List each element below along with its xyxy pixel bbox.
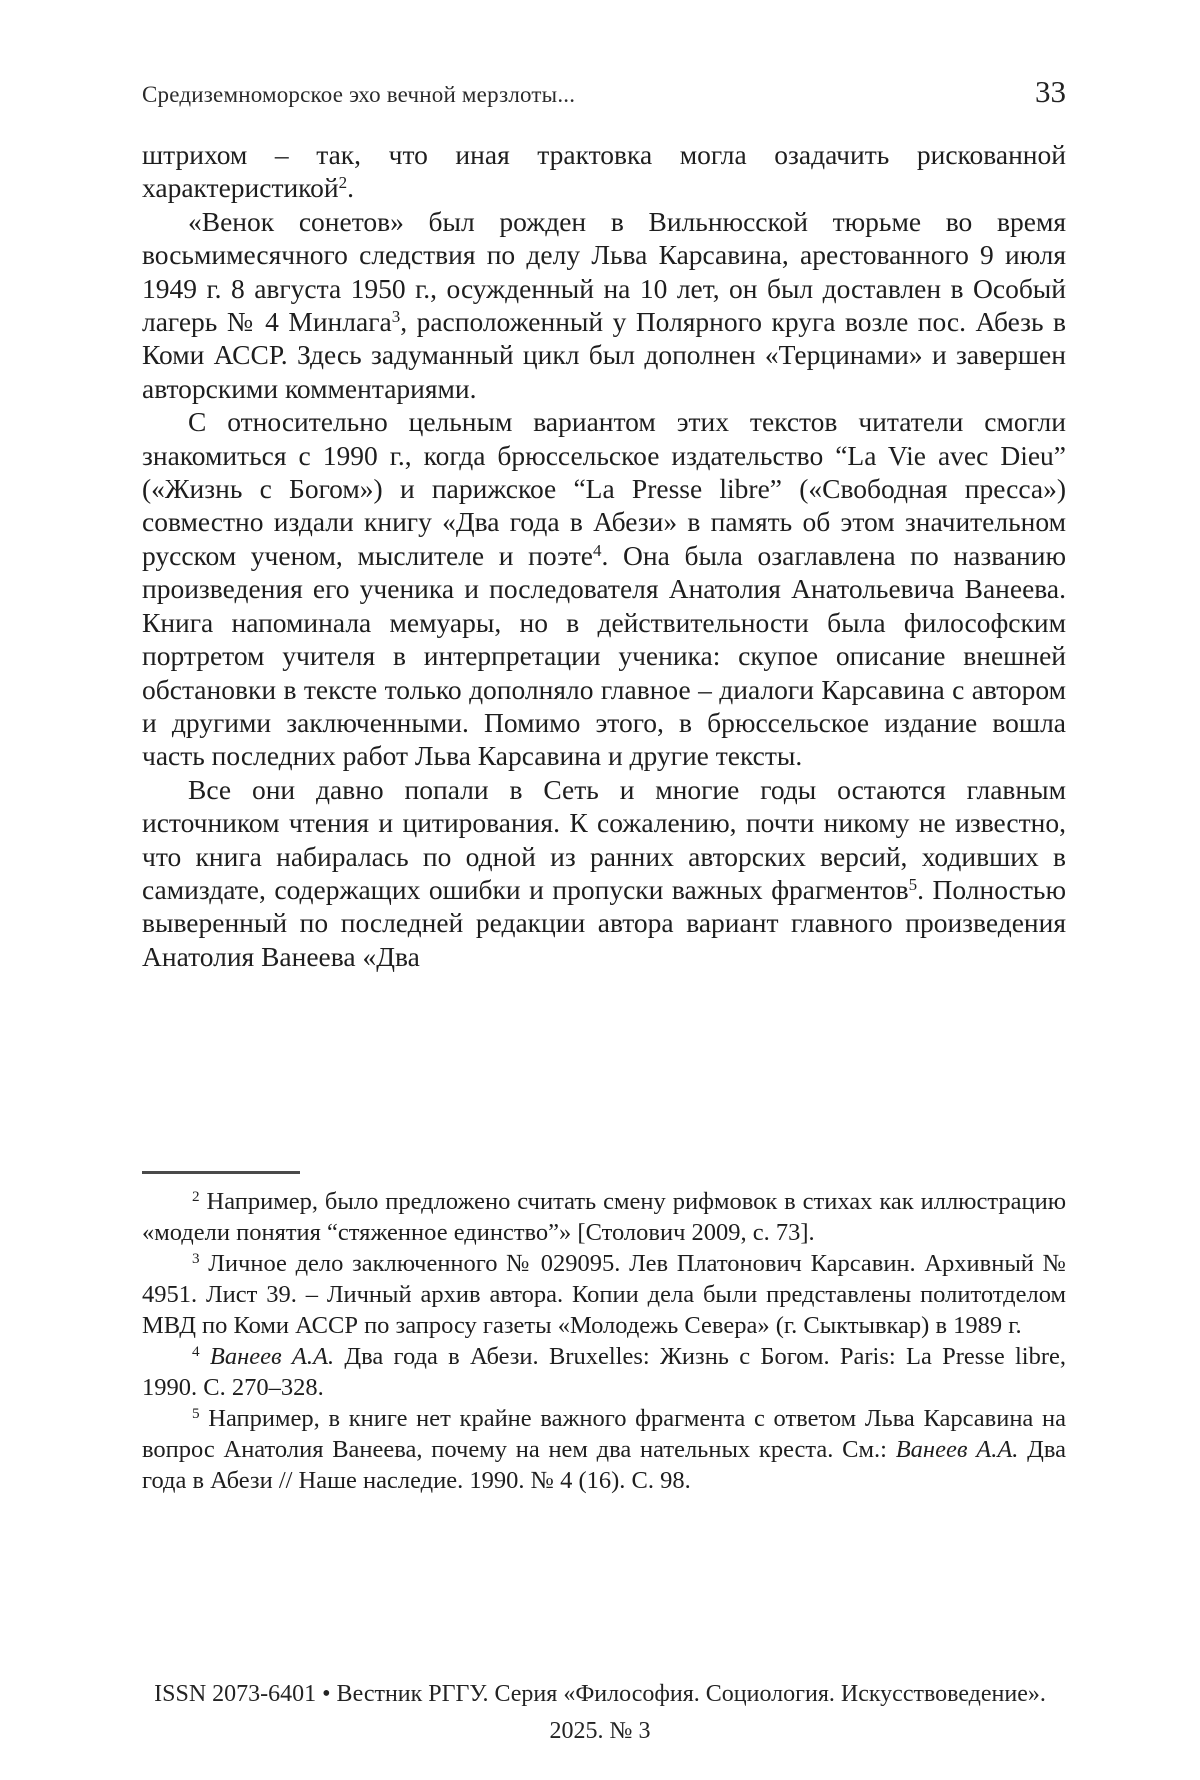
paragraph [142,205,1066,405]
paragraph [142,773,1066,973]
footnote-marker: 3 [192,1249,200,1267]
text-run: Два года в Абези // Наше наследие. 1990. № 4 (16). С. 98. [142,1436,1066,1494]
page-footer [0,1676,1200,1750]
running-title: Средиземноморское эхо вечной мерзлоты... [142,82,576,107]
footnote-reference: 2 [338,173,348,193]
page-header [142,74,1066,110]
footnotes-block [142,1186,1066,1496]
text-run [200,1343,210,1370]
page-number: 33 [1035,74,1066,109]
body-text [142,138,1066,973]
text-run: Например, в книге нет крайне важного фрагмента с ответом Льва Карсавина на вопрос Анатолия Ванеева, почему на нем два нательных креста. См.: [142,1405,1066,1463]
footnote-marker: 5 [192,1404,200,1422]
footnote-reference: 3 [391,306,401,326]
text-run: . Она была озаглавлена по названию произведения его ученика и последователя Анатолия Анатольевича Ванеева. Книга напоминала мемуары, но в действительности была философским портретом учителя в интерпретации ученика: скупое описание внешней обстановки в тексте только дополняло главное – диалоги Карсавина с автором и другими заключенными. Помимо этого, в брюссельское издание вошла часть последних работ Льва Карсавина и другие тексты. [142,539,1067,772]
text-run: , расположенный у Полярного круга возле пос. Абезь в Коми АССР. Здесь задуманный цикл был дополнен «Терцинами» и завершен авторскими комментариями. [142,306,1066,404]
text-run: Например, было предложено считать смену рифмовок в стихах как иллюстрацию «модели понятия “стяженное единство”» [Столович 2009, с. 73]. [142,1188,1066,1246]
footnote-item [142,1403,1066,1496]
text-run: . [347,172,354,204]
italic-text: Ванеев А.А. [895,1436,1019,1463]
text-run: «Венок сонетов» был рожден в Вильнюсской тюрьме во время восьмимесячного следствия по делу Льва Карсавина, арестованного 9 июля 1949 г. 8 августа 1950 г., осужденный на 10 лет, он был доставлен в Особый лагерь № 4 Минлага [142,205,1066,338]
footnote-marker: 2 [192,1187,200,1205]
footer-issn-line: ISSN 2073-6401 • Вестник РГГУ. Серия «Философия. Социология. Искусствоведение». [154,1681,1046,1707]
footnote-reference: 5 [908,874,918,894]
text-run: Личное дело заключенного № 029095. Лев Платонович Карсавин. Архивный № 4951. Лист 39. – Личный архив автора. Копии дела были представлены политотделом МВД по Коми АССР по запросу газеты «Молодежь Севера» (г. Сыктывкар) в 1989 г. [142,1250,1066,1339]
text-run: С относительно цельным вариантом этих текстов читатели смогли знакомиться с 1990 г., когда брюссельское издательство “La Vie avec Dieu” («Жизнь с Богом») и парижское “La Presse libre” («Свободная пресса») совместно издали книгу «Два года в Абези» в память об этом значительном русском ученом, мыслителе и поэте [142,406,1066,571]
italic-text: Ванеев А.А. [209,1343,335,1370]
paragraph [142,138,1066,205]
text-run: Два года в Абези. Bruxelles: Жизнь с Богом. Paris: La Presse libre, 1990. С. 270–328. [142,1343,1067,1401]
text-run: штрихом – так, что иная трактовка могла озадачить рискованной характеристикой [142,139,1066,204]
footnote-item [142,1341,1066,1403]
footnote-separator-rule [142,1171,300,1174]
footnote-item [142,1186,1066,1248]
footnote-reference: 4 [593,540,602,560]
footnote-marker: 4 [192,1342,200,1360]
footnote-item [142,1248,1066,1341]
text-run: . Полностью выверенный по последней редакции автора вариант главного произведения Анатолия Ванеева «Два [142,873,1066,972]
paragraph [142,405,1066,772]
text-run: Все они давно попали в Сеть и многие годы остаются главным источником чтения и цитирования. К сожалению, почти никому не известно, что книга набиралась по одной из ранних авторских версий, ходивших в самиздате, содержащих ошибки и пропуски важных фрагментов [142,773,1066,905]
footer-issue-line: 2025. № 3 [549,1718,651,1744]
